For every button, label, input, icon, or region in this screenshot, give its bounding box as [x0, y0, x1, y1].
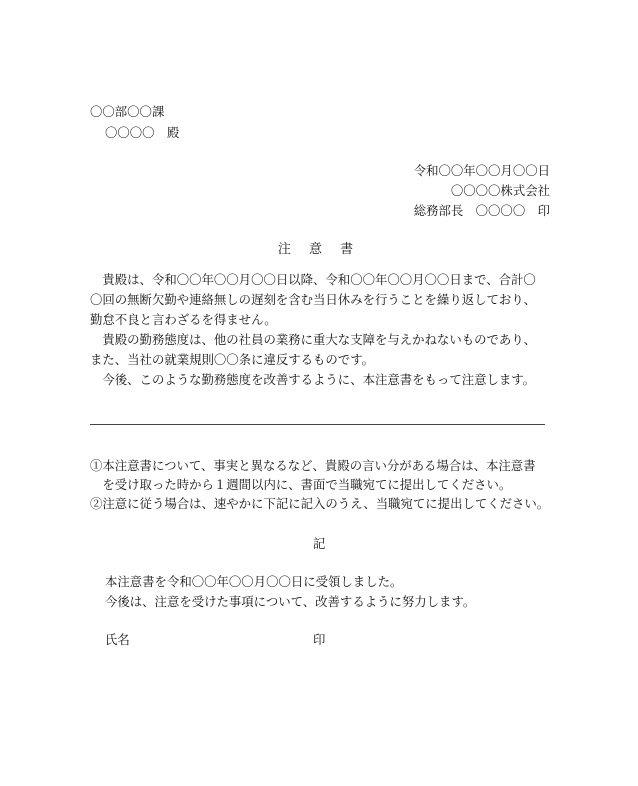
- addressee-name: 〇〇〇〇 殿: [105, 125, 180, 140]
- sender-name: 総務部長 〇〇〇〇 印: [413, 203, 550, 218]
- name-label: 氏名: [105, 632, 130, 647]
- body-line: 貴殿は、令和〇〇年〇〇月〇〇日以降、令和〇〇年〇〇月〇〇日まで、合計〇: [90, 272, 536, 287]
- note-line: ①本注意書について、事実と異なるなど、貴殿の言い分がある場合は、本注意書: [90, 458, 536, 473]
- receipt-line: 本注意書を令和〇〇年〇〇月〇〇日に受領しました。: [105, 574, 403, 589]
- company-name: 〇〇〇〇株式会社: [450, 183, 550, 198]
- seal-label: 印: [313, 632, 326, 647]
- note-line: ②注意に従う場合は、速やかに下記に記入のうえ、当職宛てに提出してください。: [90, 496, 550, 511]
- receipt-line: 今後は、注意を受けた事項について、改善するように努力します。: [105, 594, 476, 609]
- note-line: を受け取った時から１週間以内に、書面で当職宛てに提出してください。: [90, 477, 512, 492]
- addressee-department: 〇〇部〇〇課: [90, 104, 165, 119]
- body-line: 今後、このような勤務態度を改善するように、本注意書をもって注意します。: [90, 372, 536, 387]
- document-title: 注 意 書: [277, 242, 361, 257]
- record-heading: 記: [313, 536, 326, 551]
- body-line: 貴殿の勤務態度は、他の社員の業務に重大な支障を与えかねないものであり、: [90, 332, 537, 347]
- body-line: また、当社の就業規則〇〇条に違反するものです。: [90, 352, 374, 367]
- issue-date: 令和〇〇年〇〇月〇〇日: [413, 163, 550, 178]
- body-line: 勤怠不良と言わざるを得ません。: [90, 312, 277, 327]
- cut-line-divider: [90, 424, 545, 425]
- body-line: 〇回の無断欠勤や連絡無しの遅刻を含む当日休みを行うことを繰り返しており、: [90, 292, 537, 307]
